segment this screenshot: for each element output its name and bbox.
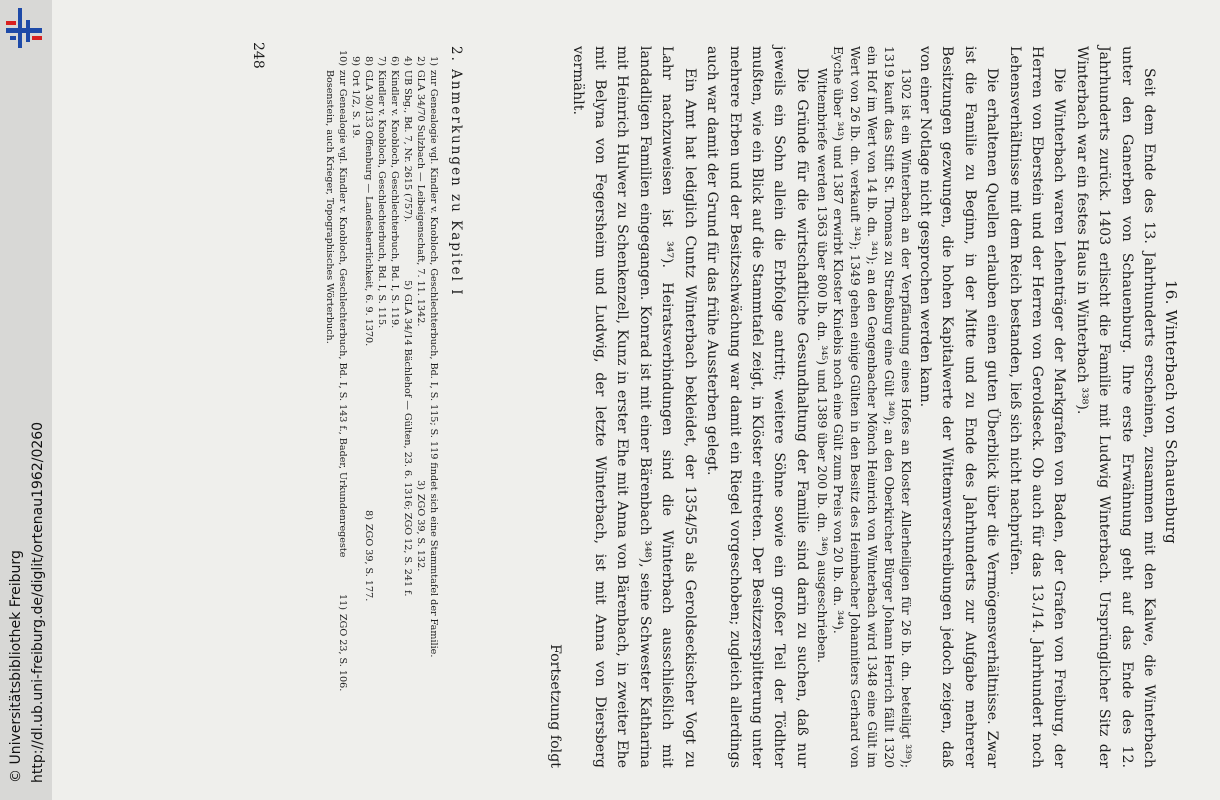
footnote-text: zur Genealogie vgl. Kindler v. Knobloch, Geschlechterbuch, Bd. I, S. 143 f., Bader, Urkundenregeste Bosenstein, auch Krieger, Topographisches Wörterbuch. xyxy=(324,70,348,558)
footnote-number: 11) xyxy=(337,594,348,610)
viewer-sidebar xyxy=(0,0,52,800)
continuation-note: Fortsetzung folgt xyxy=(547,644,564,768)
footnote-text: GLA 34/14 Bächlehof — Gülten, 23. 6. 1316; ZGO 12, S. 241 f. xyxy=(402,294,413,597)
footnote-text: ZGO 39, S. 177. xyxy=(363,524,374,602)
paragraph: Ein Amt hat lediglich Cuntz Winterbach bekleidet, der 1354/55 als Geroldseckischer Vogt zu Lahr nachzuweisen ist ³⁴⁷). Heiratsverbindungen sind die Winterbach ausschließlich mit landadligen Familien eingegangen. Konrad ist mit einer Bärenbach ³⁴⁸), seine Schwester Katharina mit Heinrich Hulwer zu Schenkenzell, Kunz in erster Ehe mit Anna von Bärenbach, in zweiter Ehe mit Belyna von Fegersheim und Ludwig, der letzte Winterbach, ist mit Anna von Diersberg vermählt. xyxy=(569,46,698,768)
footnote-number: 4) xyxy=(402,56,413,66)
source-url[interactable]: http://dl.ub.uni-freiburg.de/diglit/ortenau1962/0260 xyxy=(30,421,46,783)
footnote-text: Ort 1/2, S. 19. xyxy=(350,70,361,139)
small-paragraph: 1302 ist ein Winterbach an der Verpfändung eines Hofes an Kloster Allerheiligen für 26 lb. dn. beteiligt ³³⁹); 1319 kauft das Stift St. Thomas zu Straßburg eine Gült ³⁴⁰); an den Oberkircher Bürger Johann Herrich fällt 1320 ein Hof im Wert von 14 lb. dn. ³⁴¹); an den Gengenbacher Mönch Heinrich von Winterbach wird 1348 eine Gült im Wert von 26 lb. dn. verkauft ³⁴²); 1349 gehen einige Gülten in den Besitz des Heimbacher Johanniters Gerhard von Eyche über ³⁴³) und 1387 erwirbt Kloster Kniebis noch eine Gült zum Preis von 20 lb. dn. ³⁴⁴). xyxy=(831,46,914,768)
footnote-text: GLA 34/70 Sulzbach — Leibeigenschaft, 7. 11. 1342. xyxy=(415,70,426,327)
footnote-number: 9) xyxy=(350,56,361,66)
main-text xyxy=(544,46,1160,768)
footnote-text: Kindler v. Knobloch, Geschlechterbuch, Bd. I, S. 119. xyxy=(389,70,400,329)
footnote xyxy=(323,46,349,768)
footnote xyxy=(388,46,401,768)
footnote-number: 1) xyxy=(428,56,439,66)
footnote-text: GLA 30/133 Offenburg — Landesherrlichkeit, 6. 9. 1370. xyxy=(363,70,374,347)
footnote-text: ZGO 39, S. 132. xyxy=(415,494,426,572)
footnote-number: 7) xyxy=(376,56,387,66)
footnote-number: 8) xyxy=(363,56,374,66)
footnote xyxy=(362,46,375,768)
footnote-text: Kindler v. Knobloch, Geschlechterbuch, Bd. I, S. 115. xyxy=(376,70,387,329)
footnote-text: zur Genealogie vgl. Kindler v. Knobloch, Geschlechterbuch, Bd. I, S. 115; S. 119 findet sich eine Stammtafel der Familie. xyxy=(428,70,439,658)
footnote-text: UB Sbg., Bd. 7, Nr. 2615 (757). xyxy=(402,70,413,223)
small-print-block xyxy=(813,46,914,768)
university-logo-icon xyxy=(4,6,44,50)
footnote xyxy=(375,46,388,768)
footnote-number: 3) xyxy=(415,480,426,490)
scanned-page xyxy=(52,0,1220,800)
footnote xyxy=(349,46,362,768)
paragraph: Die erhaltenen Quellen erlauben einen guten Überblick über die Vermögensverhältnisse. Zwar ist die Familie zu Beginn, in der Mitte und zu Ende des Jahrhunderts zur Aufgabe mehrerer Besitzungen gezwungen, die hohen Kapitalwerte der Wittemverschreibungen jedoch zeigen, daß von einer Notlage nicht gesprochen werden kann. xyxy=(916,46,1001,768)
footnote-number: 5) xyxy=(402,280,413,290)
footnotes xyxy=(323,46,464,768)
copyright-notice: © Universitätsbibliothek Freiburg xyxy=(8,550,24,783)
page-number: 248 xyxy=(250,42,266,69)
footnote-number: 6) xyxy=(389,56,400,66)
footnote-number: 8) xyxy=(363,510,374,520)
rotated-page-content xyxy=(180,42,1180,782)
small-paragraph: Wittembriefe werden 1363 über 800 lb. dn. ³⁴⁵) und 1389 über 200 lb. dn. ³⁴⁶) ausgeschrieben. xyxy=(814,68,830,663)
footnote xyxy=(414,46,427,768)
paragraph: Seit dem Ende des 13. Jahrhunderts erscheinen, zusammen mit den Kalwe, die Winterbach unter den Ganerben von Schauenburg. Ihre erste Erwähnung geht auf das Ende des 12. Jahrhunderts zurück. 1403 erlischt die Familie mit Ludwig Winterbach. Ursprünglicher Sitz der Winterbach war ein festes Haus in Winterbach ³³⁸). xyxy=(1073,46,1157,768)
paragraph: Die Gründe für die wirtschaftliche Gesundhaltung der Familie sind darin zu suchen, daß nur jeweils ein Sohn allein die Erbfolge antritt; weitere Söhne sowie ein großer Teil der Tödhter mußten, wie ein Blick auf die Stammtafel zeigt, in Klöster eintreten. Der Besitzzersplitterung unter mehrere Erben und der Besitzschwächung war damit ein Riegel vorgeschoben; zugleich allerdings auch war damit der Grund für das frühe Aussterben gelegt. xyxy=(704,46,810,768)
footnote-text: ZGO 23, S. 106. xyxy=(337,614,348,692)
footnote xyxy=(401,46,414,768)
paragraph: Die Winterbach waren Lehenträger der Markgrafen von Baden, der Grafen von Freiburg, der Herren von Eberstein und der Herren von Geroldseck. Ob auch für das 13./14. Jahrhundert noch Lehensverhältnisse mit dem Reich bestanden, ließ sich nicht nachprüfen. xyxy=(1006,46,1068,768)
footnote-number: 10) xyxy=(337,50,348,66)
page-title: 16. Winterbach von Schauenburg xyxy=(1162,279,1180,545)
footnote xyxy=(427,46,440,768)
notes-heading: 2. Anmerkungen zu Kapitel I xyxy=(448,46,464,297)
footnote-number: 2) xyxy=(415,56,426,66)
